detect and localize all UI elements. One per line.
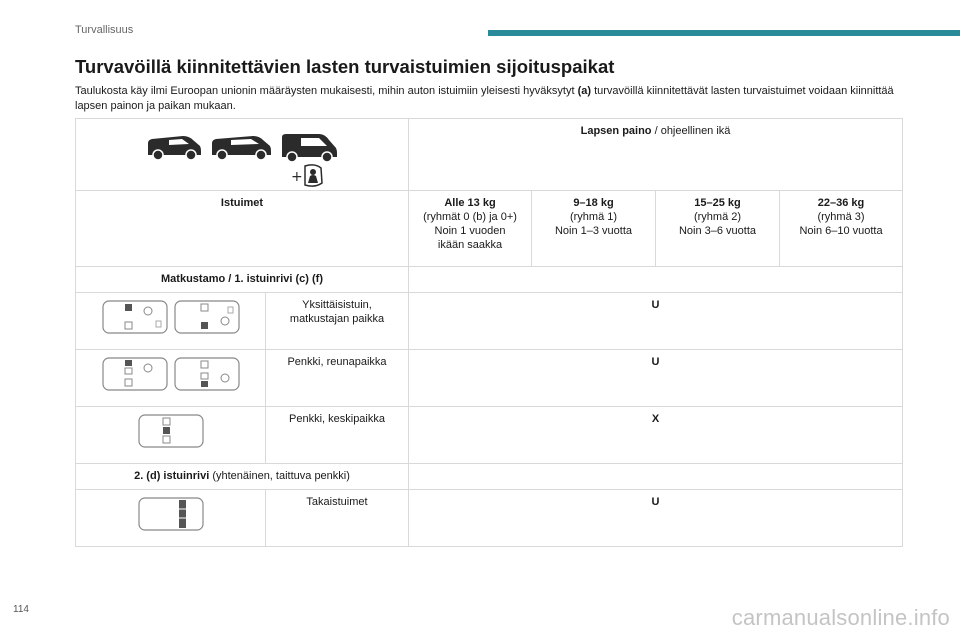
group-col-1 <box>532 191 656 267</box>
intro-ref: (a) <box>577 85 592 97</box>
group-col-0 <box>409 191 532 267</box>
seat-diagram-cell <box>76 350 266 407</box>
intro-text-after: turvavöillä kiinnitettävät lasten turvaistuimet voidaan kiinnittää lapsen painon ja paikan mukaan. <box>75 85 894 112</box>
van-medium-icon <box>209 131 273 161</box>
weight-heading-cell <box>409 119 903 191</box>
seats-label: Istuimet <box>76 191 409 267</box>
group-0-weight: Alle 13 kg <box>444 197 496 209</box>
section-label: Turvallisuus <box>75 24 134 36</box>
group-2-age1: Noin 3–6 vuotta <box>678 225 757 237</box>
section2-label-cell <box>76 464 409 490</box>
bench-side-value: U <box>409 350 903 407</box>
seat-diagram-cell <box>76 293 266 350</box>
bench-side-label: Penkki, reunapaikka <box>266 350 409 407</box>
rear-seat-label: Takaistuimet <box>266 490 409 547</box>
car-topview-single-left-icon <box>101 299 169 335</box>
intro-paragraph <box>75 84 895 114</box>
group-3-age1: Noin 6–10 vuotta <box>799 225 883 237</box>
group-2-name: (ryhmä 2) <box>693 211 742 223</box>
watermark: carmanualsonline.info <box>731 605 950 630</box>
section2-empty <box>409 464 903 490</box>
section2-rest: (yhtenäinen, taittuva penkki) <box>209 470 350 482</box>
bench-middle-label: Penkki, keskipaikka <box>266 407 409 464</box>
group-1-age1: Noin 1–3 vuotta <box>554 225 633 237</box>
group-0-age1: Noin 1 vuoden <box>434 225 506 237</box>
table-row <box>76 490 903 547</box>
group-3-name: (ryhmä 3) <box>817 211 865 223</box>
group-1-weight: 9–18 kg <box>573 197 614 209</box>
page-title: Turvavöillä kiinnitettävien lasten turvaistuimien sijoituspaikat <box>75 56 615 77</box>
bench-middle-value: X <box>409 407 903 464</box>
seat-label-cell <box>266 293 409 350</box>
car-topview-bench-right-icon <box>173 356 241 392</box>
car-topview-bench-middle-icon <box>137 413 205 449</box>
section1-label: Matkustamo / 1. istuinrivi (c) (f) <box>76 267 409 293</box>
seat-diagram-cell <box>76 407 266 464</box>
group-3-weight: 22–36 kg <box>817 197 865 209</box>
car-topview-single-right-icon <box>173 299 241 335</box>
child-seat-icon <box>291 163 327 189</box>
page-number: 114 <box>13 604 29 615</box>
table-row <box>76 350 903 407</box>
group-2-weight: 15–25 kg <box>694 197 741 209</box>
section-row-1 <box>76 267 903 293</box>
seat-diagram-cell <box>76 490 266 547</box>
child-seat-table <box>75 118 903 547</box>
car-topview-rear-icon <box>137 496 205 532</box>
section2-bold: 2. (d) istuinrivi <box>134 470 210 482</box>
group-0-name: (ryhmät 0 (b) ja 0+) <box>423 211 517 223</box>
intro-text-before: Taulukosta käy ilmi Euroopan unionin määräysten mukaisesti, mihin auton istuimiin yleisesti hyväksytyt <box>75 85 578 97</box>
group-1-name: (ryhmä 1) <box>569 211 618 223</box>
car-topview-bench-left-icon <box>101 356 169 392</box>
weight-heading-rest: / ohjeellinen ikä <box>651 125 731 137</box>
group-0-age2: ikään saakka <box>437 239 503 251</box>
van-short-icon <box>145 131 203 161</box>
svg-text:+: + <box>291 169 303 185</box>
weight-heading-bold: Lapsen paino <box>580 125 652 137</box>
van-high-roof-icon <box>279 131 339 163</box>
rear-seat-value: U <box>409 490 903 547</box>
single-seat-label1: Yksittäisistuin, <box>302 299 372 311</box>
weight-groups-row <box>76 191 903 267</box>
table-row <box>76 293 903 350</box>
table-row <box>76 407 903 464</box>
header-accent-bar <box>488 30 960 36</box>
single-seat-value: U <box>409 293 903 350</box>
group-col-2 <box>656 191 780 267</box>
single-seat-label2: matkustajan paikka <box>289 313 385 325</box>
section1-empty <box>409 267 903 293</box>
vehicle-icons-cell <box>76 119 409 191</box>
section-row-2 <box>76 464 903 490</box>
table-header-row <box>76 119 903 191</box>
group-col-3 <box>780 191 903 267</box>
